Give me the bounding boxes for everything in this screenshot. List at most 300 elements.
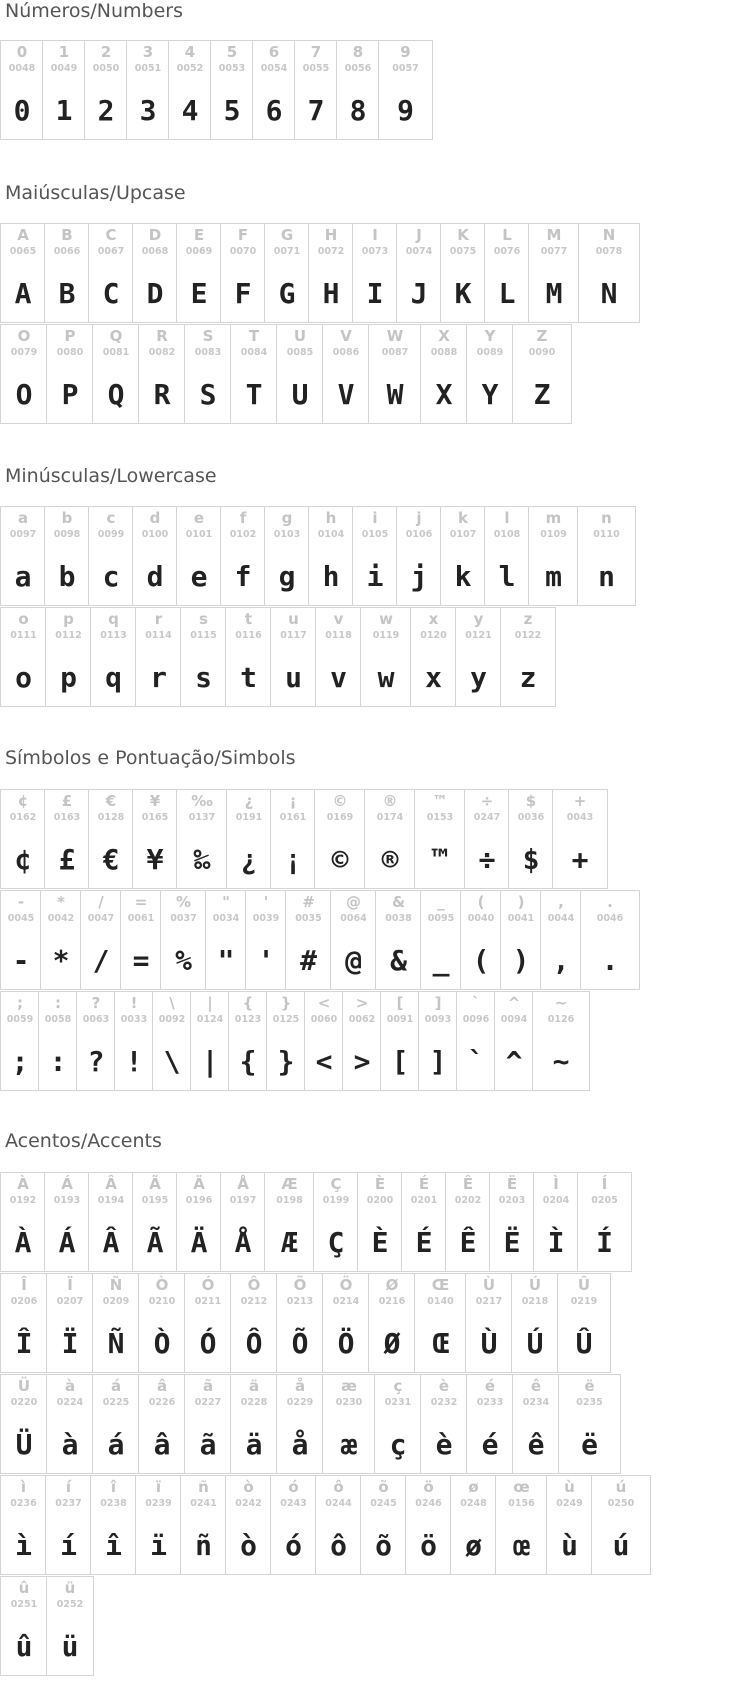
character-code: 0204 — [542, 1195, 570, 1206]
glyph-cell — [368, 1273, 416, 1373]
character-label: A — [17, 226, 29, 244]
character-code: 0070 — [229, 246, 257, 257]
character-code: 0033 — [120, 1014, 148, 1025]
character-code: 0174 — [376, 812, 404, 823]
dotted-glyph-sample: 0 — [13, 94, 31, 127]
character-label: l — [504, 509, 510, 527]
dotted-glyph-sample: O — [15, 378, 33, 411]
character-code: 0101 — [185, 529, 213, 540]
dotted-glyph-sample: ú — [612, 1529, 630, 1562]
character-label: ` — [472, 994, 480, 1012]
character-label: $ — [525, 792, 537, 810]
glyph-row — [0, 890, 640, 991]
glyph-row — [0, 789, 608, 890]
character-code: 0216 — [378, 1296, 406, 1307]
glyph-cell — [552, 789, 608, 889]
dotted-glyph-sample: £ — [58, 843, 76, 876]
character-label: : — [55, 994, 61, 1012]
character-code: 0197 — [229, 1195, 257, 1206]
character-label: Í — [601, 1175, 608, 1193]
dotted-glyph-sample: ) — [512, 944, 530, 977]
character-label: ù — [564, 1478, 575, 1496]
dotted-glyph-sample: Ü — [15, 1428, 33, 1461]
character-code: 0052 — [176, 63, 204, 74]
dotted-glyph-sample: ¥ — [146, 843, 164, 876]
glyph-cell — [45, 1475, 92, 1575]
dotted-glyph-sample: - — [12, 944, 30, 977]
character-label: \ — [169, 994, 175, 1012]
dotted-glyph-sample: h — [322, 560, 340, 593]
character-code: 0096 — [462, 1014, 490, 1025]
dotted-glyph-sample: ~ — [552, 1045, 570, 1078]
glyph-cell — [445, 1172, 491, 1272]
character-label: É — [418, 1175, 430, 1193]
character-code: 0038 — [385, 913, 412, 924]
dotted-glyph-sample: \ — [163, 1045, 181, 1078]
dotted-glyph-sample: C — [102, 277, 120, 310]
character-code: 0068 — [141, 246, 169, 257]
character-label: K — [457, 226, 469, 244]
character-code: 0067 — [97, 246, 125, 257]
character-code: 0060 — [310, 1014, 338, 1025]
dotted-glyph-sample: ã — [199, 1428, 217, 1461]
character-code: 0249 — [556, 1498, 583, 1509]
glyph-cell — [80, 890, 122, 990]
glyph-cell — [46, 324, 94, 424]
character-label: Ã — [149, 1175, 161, 1193]
dotted-glyph-sample: ü — [61, 1630, 79, 1663]
glyph-cell — [380, 991, 420, 1091]
dotted-glyph-sample: í — [60, 1529, 77, 1562]
character-code: 0058 — [44, 1014, 72, 1025]
glyph-cell — [304, 991, 344, 1091]
dotted-glyph-sample: û — [15, 1630, 33, 1663]
character-code: 0212 — [240, 1296, 268, 1307]
dotted-glyph-sample: > — [353, 1045, 371, 1078]
character-label: 5 — [226, 43, 238, 61]
character-label: B — [61, 226, 73, 244]
glyph-cell — [315, 1475, 362, 1575]
glyph-cell — [44, 789, 90, 889]
character-label: 4 — [184, 43, 196, 61]
dotted-glyph-sample: è — [435, 1428, 453, 1461]
character-label: ü — [64, 1579, 76, 1597]
dotted-glyph-sample: Õ — [291, 1327, 309, 1360]
character-label: * — [57, 893, 65, 911]
glyph-cell — [138, 1273, 186, 1373]
glyph-cell — [264, 506, 310, 606]
character-code: 0097 — [9, 529, 37, 540]
character-label: © — [332, 792, 348, 810]
character-label: ê — [530, 1377, 542, 1395]
character-code: 0086 — [332, 347, 360, 358]
character-label: 2 — [100, 43, 112, 61]
dotted-glyph-sample: 5 — [223, 94, 241, 127]
character-code: 0083 — [194, 347, 222, 358]
glyph-cell — [210, 40, 254, 140]
glyph-row — [0, 1172, 632, 1273]
dotted-glyph-sample: S — [199, 378, 217, 411]
glyph-cell — [176, 506, 222, 606]
character-label: u — [288, 610, 299, 628]
character-label: ñ — [198, 1478, 209, 1496]
character-label: Y — [484, 327, 496, 345]
dotted-glyph-sample: # — [300, 944, 317, 977]
glyph-cell — [184, 324, 232, 424]
character-label: D — [148, 226, 162, 244]
dotted-glyph-sample: $ — [522, 843, 540, 876]
glyph-cell — [322, 1374, 376, 1474]
glyph-cell — [135, 607, 182, 707]
character-label: @ — [346, 893, 361, 911]
dotted-glyph-sample: P — [61, 378, 79, 411]
section-title: Símbolos e Pontuação/Simbols — [5, 747, 296, 769]
character-label: H — [324, 226, 338, 244]
character-code: 0237 — [55, 1498, 82, 1509]
dotted-glyph-sample: B — [58, 277, 76, 310]
glyph-cell — [557, 1273, 611, 1373]
dotted-glyph-sample: Â — [102, 1226, 120, 1259]
character-code: 0071 — [273, 246, 301, 257]
character-label: x — [428, 610, 439, 628]
character-label: â — [156, 1377, 168, 1395]
character-code: 0230 — [335, 1397, 363, 1408]
glyph-cell — [220, 506, 266, 606]
character-code: 0128 — [97, 812, 125, 823]
character-label: j — [416, 509, 422, 527]
character-code: 0049 — [50, 63, 78, 74]
glyph-cell — [512, 324, 572, 424]
dotted-glyph-sample: Ö — [337, 1327, 355, 1360]
character-label: s — [199, 610, 208, 628]
character-label: ¿ — [244, 792, 254, 810]
character-label: M — [546, 226, 562, 244]
character-code: 0111 — [10, 630, 37, 641]
glyph-cell — [322, 324, 370, 424]
glyph-cell — [456, 991, 496, 1091]
dotted-glyph-sample: È — [371, 1226, 389, 1259]
character-label: æ — [341, 1377, 357, 1395]
character-label: L — [502, 226, 512, 244]
character-label: z — [523, 610, 533, 628]
character-code: 0251 — [10, 1599, 38, 1610]
dotted-glyph-sample: ö — [420, 1529, 437, 1562]
dotted-glyph-sample: . — [601, 944, 619, 977]
character-code: 0061 — [127, 913, 155, 924]
character-code: 0247 — [473, 812, 501, 823]
glyph-cell — [405, 1475, 452, 1575]
character-code: 0202 — [454, 1195, 482, 1206]
glyph-cell — [364, 789, 416, 889]
dotted-glyph-sample: W — [386, 378, 404, 411]
glyph-cell — [508, 789, 554, 889]
character-label: y — [473, 610, 484, 628]
glyph-cell — [528, 506, 579, 606]
glyph-cell — [410, 607, 457, 707]
glyph-cell — [46, 1273, 94, 1373]
dotted-glyph-sample: f — [234, 560, 252, 593]
character-label: ø — [468, 1478, 479, 1496]
glyph-cell — [0, 223, 46, 323]
dotted-glyph-sample: 8 — [349, 94, 367, 127]
dotted-glyph-sample: Î — [15, 1327, 33, 1360]
glyph-cell — [176, 789, 228, 889]
glyph-cell — [230, 1273, 278, 1373]
dotted-glyph-sample: Ë — [503, 1226, 521, 1259]
dotted-glyph-sample: % — [175, 944, 192, 977]
character-label: k — [458, 509, 468, 527]
character-code: 0226 — [148, 1397, 176, 1408]
character-label: 8 — [352, 43, 364, 61]
glyph-cell — [466, 1374, 514, 1474]
character-code: 0053 — [218, 63, 246, 74]
character-code: 0210 — [148, 1296, 176, 1307]
character-label: f — [239, 509, 247, 527]
glyph-cell — [225, 607, 272, 707]
character-code: 0140 — [427, 1296, 454, 1307]
character-label: S — [202, 327, 214, 345]
character-label: . — [607, 893, 613, 911]
character-label: U — [293, 327, 307, 345]
character-code: 0116 — [235, 630, 262, 641]
section-title: Acentos/Accents — [5, 1130, 162, 1152]
character-code: 0091 — [386, 1014, 414, 1025]
dotted-glyph-sample: Œ — [432, 1327, 449, 1360]
dotted-glyph-sample: Y — [481, 378, 499, 411]
character-code: 0080 — [56, 347, 84, 358]
glyph-cell — [270, 607, 317, 707]
character-label: & — [391, 893, 406, 911]
dotted-glyph-sample: u — [285, 661, 302, 694]
glyph-cell — [401, 1172, 447, 1272]
character-code: 0036 — [517, 812, 545, 823]
dotted-glyph-sample: Á — [58, 1226, 76, 1259]
dotted-glyph-sample: 9 — [397, 94, 414, 127]
character-code: 0085 — [286, 347, 314, 358]
glyph-cell — [466, 324, 514, 424]
character-label: à — [64, 1377, 76, 1395]
character-label: b — [61, 509, 73, 527]
character-label: o — [18, 610, 29, 628]
character-label: P — [64, 327, 76, 345]
dotted-glyph-sample: Æ — [281, 1226, 298, 1259]
glyph-cell — [84, 40, 128, 140]
character-code: 0209 — [102, 1296, 130, 1307]
glyph-cell — [494, 991, 534, 1091]
dotted-glyph-sample: Ô — [245, 1327, 263, 1360]
character-code: 0050 — [92, 63, 120, 74]
character-label: Œ — [431, 1276, 450, 1294]
glyph-cell — [45, 607, 92, 707]
dotted-glyph-sample: ò — [240, 1529, 257, 1562]
glyph-cell — [294, 40, 338, 140]
character-code: 0041 — [507, 913, 535, 924]
glyph-cell — [352, 223, 398, 323]
dotted-glyph-sample: * — [52, 944, 70, 977]
glyph-cell — [352, 506, 398, 606]
dotted-glyph-sample: y — [470, 661, 487, 694]
glyph-cell — [228, 991, 268, 1091]
character-label: Ò — [155, 1276, 169, 1294]
character-code: 0120 — [420, 630, 447, 641]
glyph-cell — [120, 890, 162, 990]
dotted-glyph-sample: é — [481, 1428, 499, 1461]
glyph-cell — [245, 890, 287, 990]
dotted-glyph-sample: m — [545, 560, 562, 593]
character-label: | — [207, 994, 213, 1012]
dotted-glyph-sample: æ — [340, 1428, 358, 1461]
character-code: 0117 — [280, 630, 307, 641]
character-label: c — [106, 509, 116, 527]
glyph-cell — [270, 789, 316, 889]
dotted-glyph-sample: F — [234, 277, 252, 310]
glyph-cell — [132, 223, 178, 323]
dotted-glyph-sample: ™ — [431, 843, 449, 876]
character-code: 0062 — [348, 1014, 376, 1025]
character-label: ì — [20, 1478, 27, 1496]
dotted-glyph-sample: ¢ — [14, 843, 32, 876]
dotted-glyph-sample: À — [14, 1226, 32, 1259]
character-code: 0121 — [465, 630, 492, 641]
character-label: Î — [21, 1276, 27, 1294]
dotted-glyph-sample: L — [498, 277, 516, 310]
character-label: Ï — [67, 1276, 73, 1294]
dotted-glyph-sample: ç — [389, 1428, 407, 1461]
character-label: ö — [423, 1478, 434, 1496]
glyph-cell — [285, 890, 332, 990]
glyph-cell — [0, 506, 46, 606]
character-label: ] — [434, 994, 442, 1012]
character-label: / — [98, 893, 104, 911]
dotted-glyph-sample: < — [315, 1045, 333, 1078]
character-code: 0065 — [9, 246, 37, 257]
character-code: 0165 — [141, 812, 169, 823]
character-label: å — [294, 1377, 306, 1395]
dotted-glyph-sample: 4 — [181, 94, 199, 127]
character-code: 0056 — [344, 63, 372, 74]
glyph-cell — [138, 1374, 186, 1474]
dotted-glyph-sample: ô — [330, 1529, 347, 1562]
glyph-cell — [0, 324, 48, 424]
character-code: 0046 — [596, 913, 624, 924]
dotted-glyph-sample: d — [146, 560, 164, 593]
character-label: Û — [577, 1276, 591, 1294]
character-label: _ — [437, 893, 445, 911]
dotted-glyph-sample: i — [366, 560, 384, 593]
glyph-cell — [512, 1374, 560, 1474]
character-code: 0250 — [607, 1498, 635, 1509]
dotted-glyph-sample: T — [245, 378, 263, 411]
character-label: G — [280, 226, 294, 244]
character-code: 0035 — [295, 913, 322, 924]
dotted-glyph-sample: ^ — [505, 1045, 523, 1078]
character-code: 0192 — [9, 1195, 37, 1206]
character-label: 0 — [16, 43, 28, 61]
section-title: Números/Numbers — [5, 0, 183, 22]
character-label: ë — [584, 1377, 595, 1395]
dotted-glyph-sample: ñ — [195, 1529, 212, 1562]
character-label: Ú — [528, 1276, 542, 1294]
character-code: 0123 — [234, 1014, 262, 1025]
character-code: 0122 — [514, 630, 542, 641]
dotted-glyph-sample: Ä — [190, 1226, 208, 1259]
glyph-cell — [38, 991, 78, 1091]
dotted-glyph-sample: p — [60, 661, 77, 694]
glyph-cell — [378, 40, 433, 140]
dotted-glyph-sample: , — [552, 944, 570, 977]
character-label: d — [149, 509, 161, 527]
section-title: Minúsculas/Lowercase — [5, 465, 217, 487]
character-code: 0245 — [370, 1498, 397, 1509]
character-code: 0074 — [405, 246, 433, 257]
dotted-glyph-sample: J — [410, 277, 428, 310]
dotted-glyph-sample: s — [195, 661, 212, 694]
character-code: 0214 — [332, 1296, 360, 1307]
glyph-cell — [126, 40, 170, 140]
character-code: 0233 — [476, 1397, 504, 1408]
character-code: 0047 — [87, 913, 115, 924]
dotted-glyph-sample: 2 — [97, 94, 115, 127]
character-label: i — [372, 509, 378, 527]
character-code: 0076 — [493, 246, 521, 257]
glyph-cell — [396, 506, 442, 606]
dotted-glyph-sample: " — [217, 944, 235, 977]
dotted-glyph-sample: z — [519, 661, 537, 694]
glyph-cell — [88, 223, 134, 323]
glyph-cell — [558, 1374, 621, 1474]
character-code: 0073 — [361, 246, 389, 257]
glyph-cell — [44, 506, 90, 606]
dotted-glyph-sample: ® — [381, 843, 399, 876]
dotted-glyph-sample: ä — [245, 1428, 263, 1461]
glyph-cell — [44, 223, 90, 323]
dotted-glyph-sample: ¡ — [284, 843, 302, 876]
character-code: 0124 — [196, 1014, 224, 1025]
glyph-cell — [500, 890, 542, 990]
glyph-cell — [308, 506, 354, 606]
glyph-cell — [92, 324, 140, 424]
glyph-cell — [42, 40, 86, 140]
glyph-cell — [533, 1172, 579, 1272]
dotted-glyph-sample: r — [150, 661, 167, 694]
character-label: e — [193, 509, 205, 527]
character-code: 0191 — [235, 812, 263, 823]
glyph-row — [0, 1273, 611, 1374]
character-code: 0137 — [188, 812, 216, 823]
glyph-cell — [540, 890, 582, 990]
glyph-row — [0, 324, 572, 425]
dotted-glyph-sample: ‰ — [193, 843, 211, 876]
dotted-glyph-sample: k — [454, 560, 472, 593]
character-label: è — [438, 1377, 450, 1395]
dotted-glyph-sample: ÷ — [478, 843, 496, 876]
dotted-glyph-sample: Å — [234, 1226, 252, 1259]
dotted-glyph-sample: Ç — [327, 1226, 345, 1259]
glyph-cell — [90, 607, 137, 707]
glyph-cell — [450, 1475, 497, 1575]
character-label: ¢ — [17, 792, 29, 810]
character-code: 0037 — [170, 913, 197, 924]
glyph-cell — [440, 223, 486, 323]
character-code: 0219 — [570, 1296, 598, 1307]
character-label: } — [280, 994, 292, 1012]
character-code: 0105 — [361, 529, 389, 540]
glyph-cell — [184, 1273, 232, 1373]
dotted-glyph-sample: v — [330, 661, 347, 694]
character-label: ¥ — [149, 792, 161, 810]
character-label: Ø — [385, 1276, 399, 1294]
glyph-cell — [226, 789, 272, 889]
